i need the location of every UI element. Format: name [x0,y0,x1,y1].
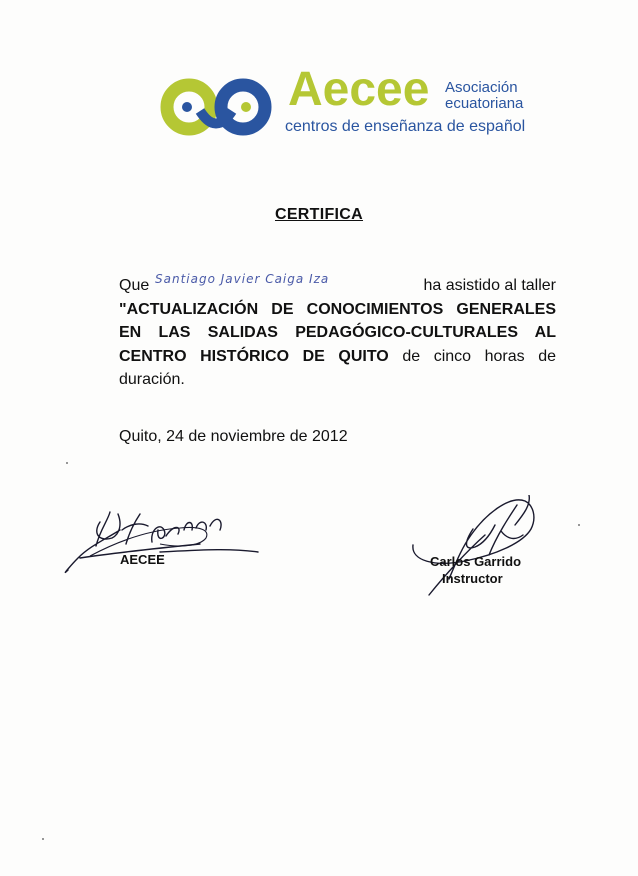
first-line [119,274,556,298]
duration-text: de cinco horas de duración. [119,347,556,388]
paper-speck [42,838,44,840]
paper-speck [66,462,68,464]
workshop-title: "ACTUALIZACIÓN DE CONOCIMIENTOS GENERALES EN LAS SALIDAS PEDAGÓGICO-CULTURALES AL CENTRO HISTÓRICO DE QUITO [119,300,556,365]
logo-subtitle-1: Asociación [445,79,518,96]
student-name-handwritten: Santiago Javier Caiga Iza [155,272,330,286]
que-text: Que [119,277,150,294]
logo-tagline: centros de enseñanza de español [285,118,526,135]
instructor-role: Instructor [442,571,503,586]
left-signature [60,500,270,580]
certificate-title: CERTIFICA [274,206,364,223]
attended-text: ha asistido al taller [423,277,556,294]
logo-subtitle-2: ecuatoriana [445,95,524,112]
workshop-paragraph [119,298,556,392]
left-signature-label: AECEE [120,552,165,567]
aecee-logo-mark-icon [160,78,275,136]
certificate-body [119,274,556,392]
place-date: Quito, 24 de noviembre de 2012 [119,428,348,445]
aecee-logo [160,63,530,140]
logo-brand-text: Aecee [288,63,430,116]
paper-speck [578,524,580,526]
instructor-name: Carlos Garrido [430,554,522,569]
